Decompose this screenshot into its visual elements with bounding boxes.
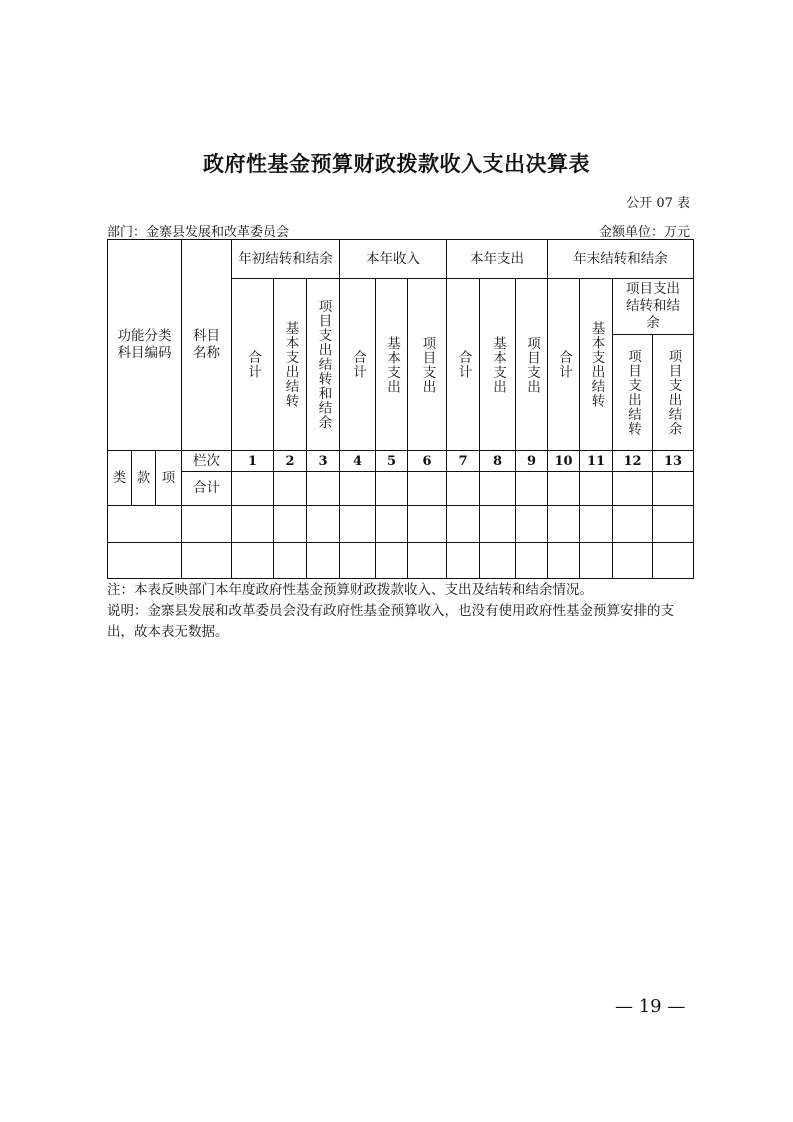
column-number: 8	[492, 453, 503, 469]
column-number: 9	[526, 453, 537, 469]
header-end-project-carry	[613, 335, 652, 450]
header-begin-total	[232, 279, 273, 450]
column-number: 5	[386, 453, 397, 469]
column-number: 6	[422, 453, 432, 469]
header-expense-total	[447, 279, 479, 450]
header-begin-total-text: 合计	[245, 350, 261, 379]
header-end-total	[548, 279, 579, 450]
header-income-total-text: 合计	[350, 350, 366, 379]
header-income-project	[408, 279, 446, 450]
header-xiang: 项	[161, 469, 176, 486]
column-number: 13	[663, 453, 683, 469]
form-number: 公开 07 表	[626, 196, 690, 211]
header-lei: 类	[112, 469, 127, 486]
header-income: 本年收入	[366, 250, 420, 267]
header-begin-basic-text: 基本支出结转	[282, 321, 299, 408]
header-expense-total-text: 合计	[455, 350, 472, 379]
header-end-total-text: 合计	[556, 350, 572, 379]
header-func-code-text: 功能分类科目编码	[117, 328, 172, 361]
header-kuan: 款	[136, 469, 151, 486]
column-number: 4	[352, 453, 363, 469]
header-end-project-surplus-text: 项目支出结余	[665, 349, 682, 436]
header-expense-project	[516, 279, 547, 450]
header-end-balance: 年末结转和结余	[573, 250, 668, 267]
page-number: — 19 —	[615, 996, 686, 1017]
header-end-project-text: 项目支出结转和结余	[626, 281, 680, 331]
table-explanation: 说明：金寨县发展和改革委员会没有政府性基金预算收入，也没有使用政府性基金预算安排的支出，故本表无数据。	[107, 603, 674, 640]
column-row-label: 栏次	[193, 452, 220, 469]
column-number: 12	[623, 453, 642, 469]
header-begin-balance	[232, 240, 339, 278]
header-end-basic	[580, 279, 612, 450]
header-income-basic	[376, 279, 407, 450]
header-begin-project-text: 项目支出结转和结余	[315, 299, 332, 430]
header-income-project-text: 项目支出	[419, 335, 436, 394]
header-expense-basic-text: 基本支出	[490, 335, 506, 394]
header-expense-project-text: 项目支出	[524, 335, 540, 394]
header-expense: 本年支出	[470, 250, 524, 267]
amount-unit: 金额单位：万元	[598, 225, 690, 240]
header-end-basic-text: 基本支出结转	[588, 321, 605, 408]
header-func-code	[108, 240, 181, 450]
header-income-basic-text: 基本支出	[384, 335, 400, 394]
column-number: 2	[285, 453, 295, 469]
table-note: 注：本表反映部门本年度政府性基金预算财政拨款收入、支出及结转和结余情况。	[107, 582, 593, 598]
header-begin-balance-text: 年初结转和结余	[238, 250, 333, 267]
header-expense-basic	[480, 279, 515, 450]
header-end-project	[613, 279, 693, 334]
column-number: 1	[247, 453, 258, 469]
header-subject-name	[182, 240, 231, 450]
department-label: 部门：金寨县发展和改革委员会	[107, 225, 290, 240]
column-number: 10	[554, 453, 573, 469]
column-number: 7	[458, 453, 468, 469]
column-number: 3	[318, 453, 328, 469]
header-begin-basic	[274, 279, 306, 450]
total-row-label: 合计	[193, 480, 220, 496]
header-end-project-carry-text: 项目支出结转	[625, 349, 641, 436]
header-begin-project	[307, 279, 339, 450]
page-title: 政府性基金预算财政拨款收入支出决算表	[203, 152, 590, 176]
header-income-total	[340, 279, 375, 450]
header-end-project-surplus	[653, 335, 693, 450]
column-number: 11	[586, 453, 606, 469]
header-subject-name-text: 科目名称	[193, 328, 220, 361]
